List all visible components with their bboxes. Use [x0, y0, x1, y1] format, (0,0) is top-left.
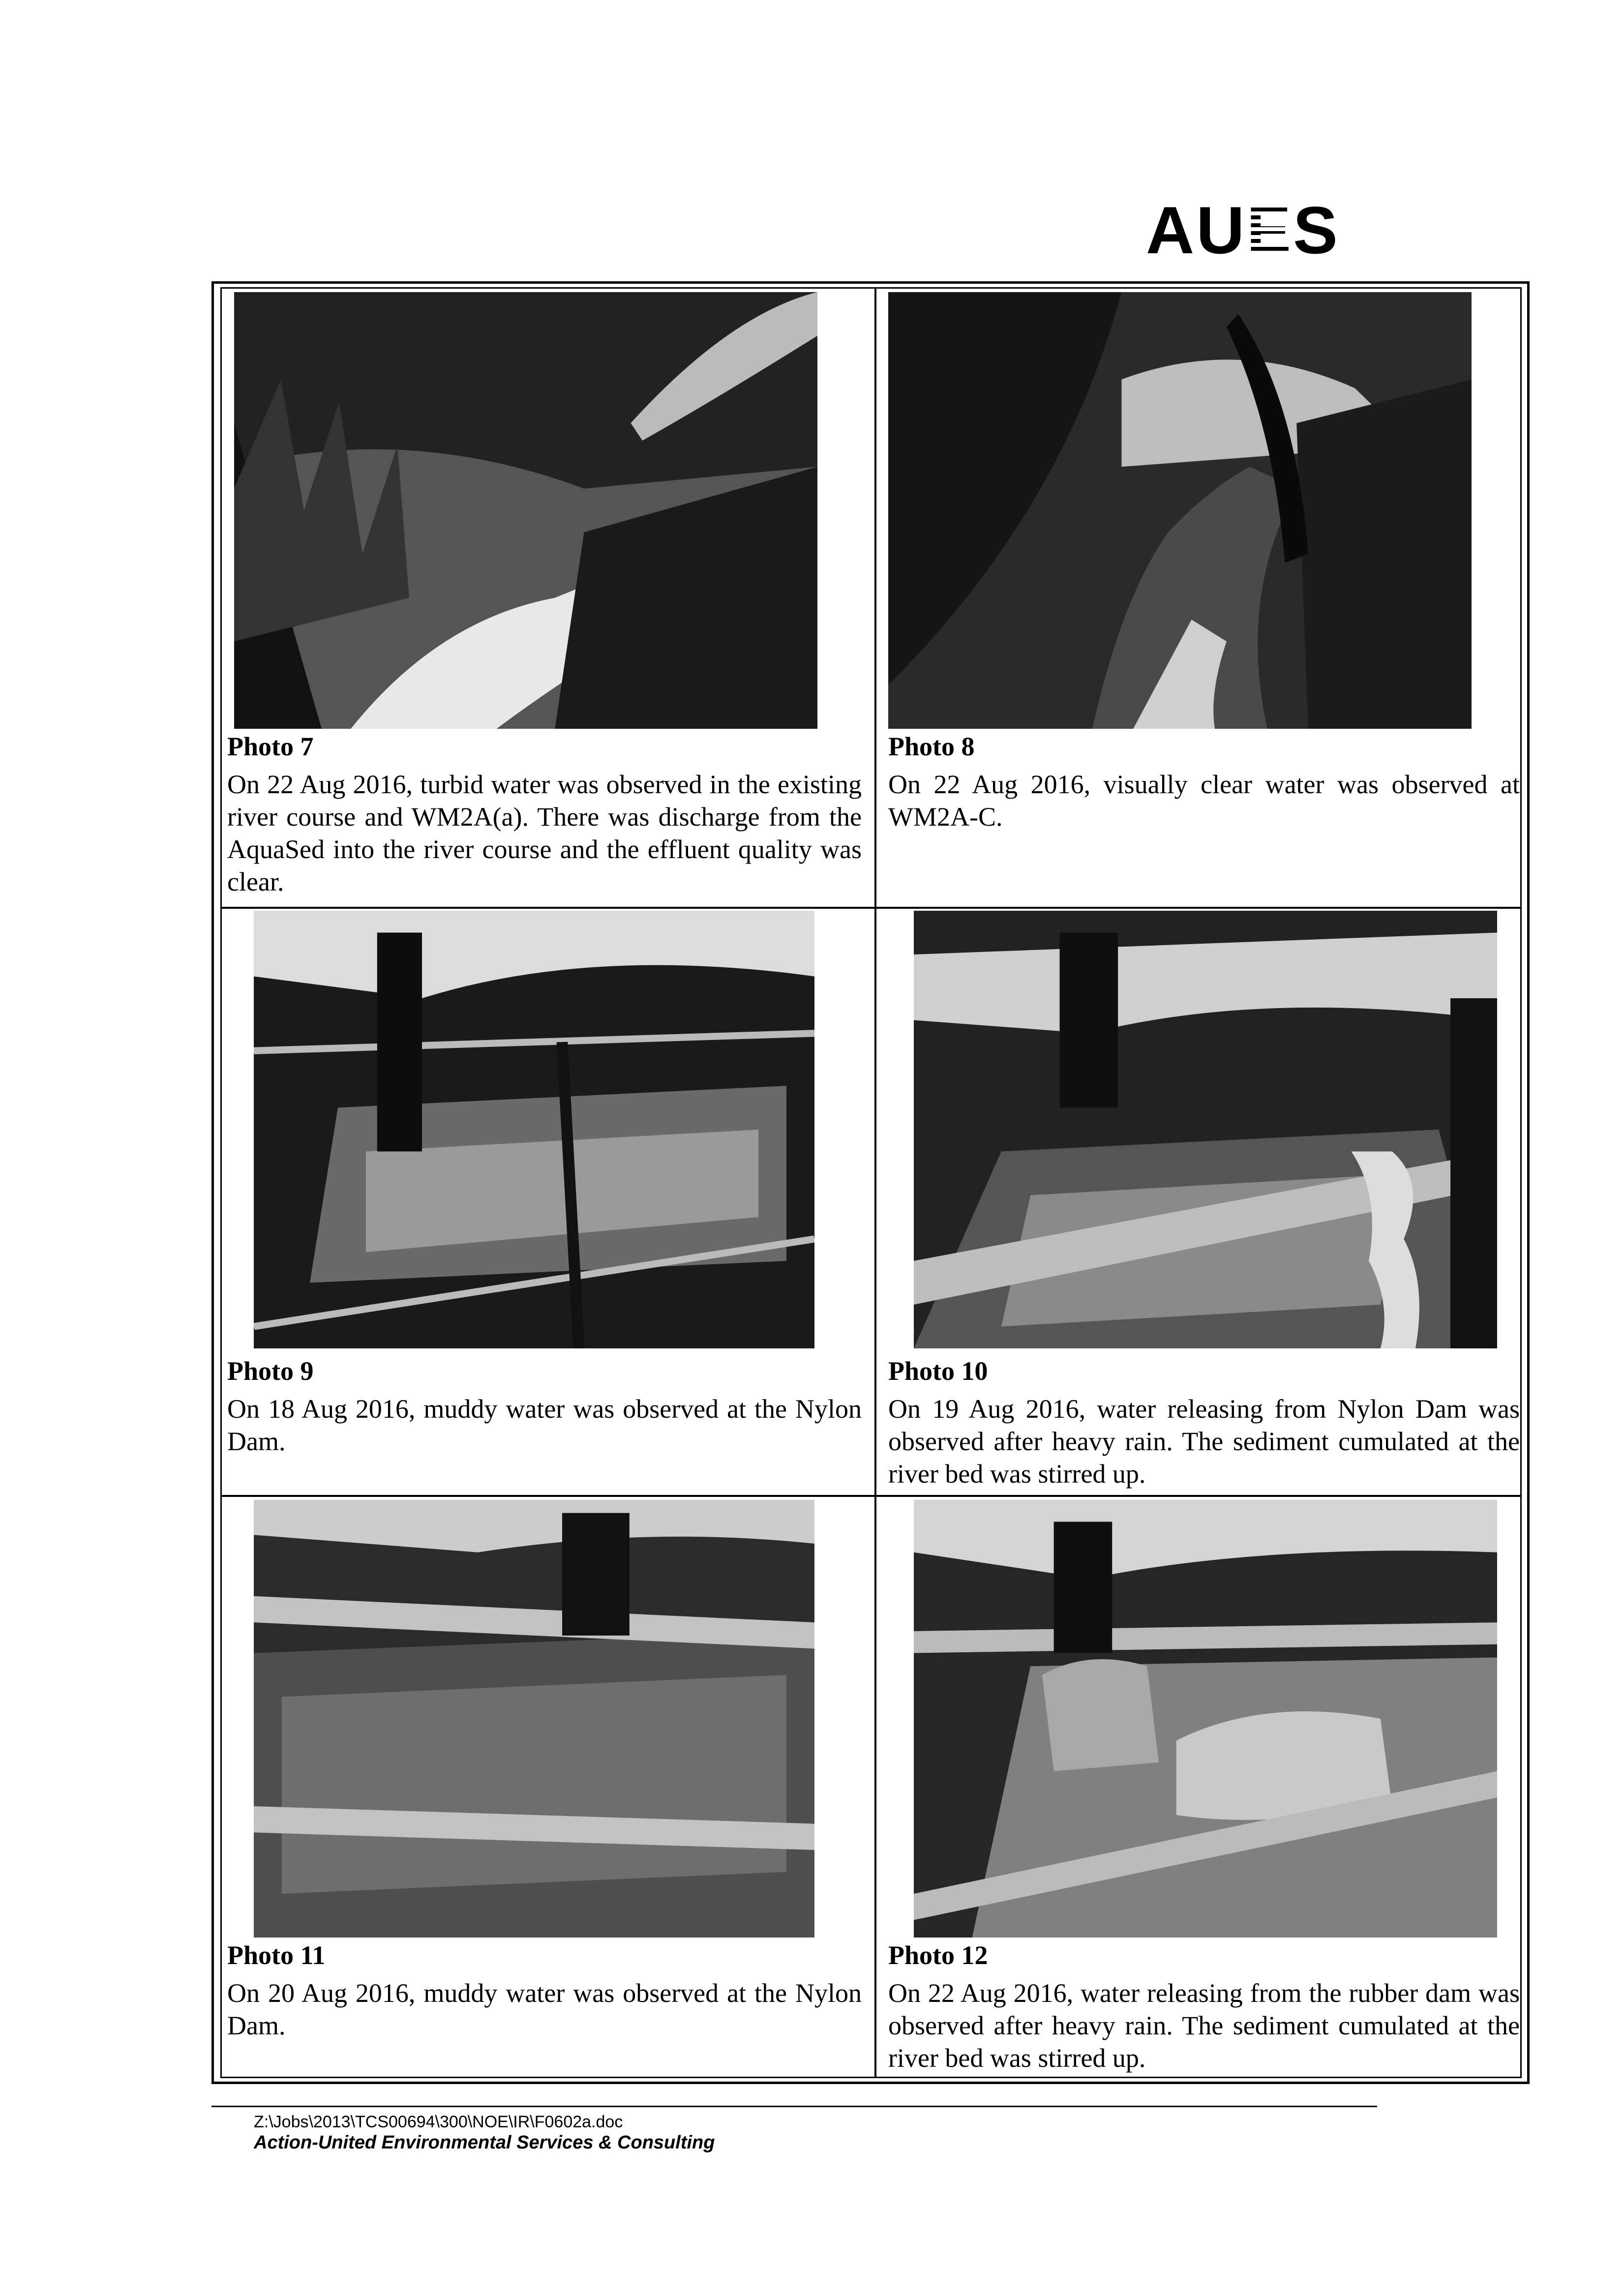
logo-prefix: AU: [1146, 193, 1247, 268]
photo-9-caption: On 18 Aug 2016, muddy water was observed at the Nylon Dam.: [227, 1394, 862, 1456]
photo-8-title: Photo 8: [888, 732, 975, 761]
logo-e: E: [1246, 193, 1293, 268]
footer-company-name: Action-United Environmental Services & Consulting: [254, 2132, 715, 2153]
photo-7-title: Photo 7: [227, 732, 314, 761]
photo-12-image: [914, 1500, 1497, 1938]
photo-11-image: [254, 1500, 814, 1938]
photo-12-caption: On 22 Aug 2016, water releasing from the rubber dam was observed after heavy rain. The sediment cumulated at the river bed was stirred up.: [888, 1978, 1520, 2073]
logo-suffix: S: [1293, 193, 1340, 268]
photo-7-image: [234, 292, 817, 729]
footer-rule: [211, 2106, 1377, 2107]
company-logo: [1146, 192, 1340, 268]
photo-8-caption: On 22 Aug 2016, visually clear water was observed at WM2A-C.: [888, 770, 1520, 832]
column-divider: [874, 287, 876, 2078]
photo-11-title: Photo 11: [227, 1940, 326, 1970]
photo-12-title: Photo 12: [888, 1940, 988, 1970]
photo-9-image: [254, 911, 814, 1348]
row-divider: [220, 907, 1522, 909]
photo-10-image: [914, 911, 1497, 1348]
photo-10-caption: On 19 Aug 2016, water releasing from Nylon Dam was observed after heavy rain. The sediment cumulated at the river bed was stirred up.: [888, 1394, 1520, 1489]
photo-7-caption: On 22 Aug 2016, turbid water was observed in the existing river course and WM2A(a). There was discharge from the AquaSed into the river course and the effluent quality was clear.: [227, 770, 862, 896]
row-divider: [220, 1495, 1522, 1497]
photo-11-caption: On 20 Aug 2016, muddy water was observed at the Nylon Dam.: [227, 1978, 862, 2040]
footer-file-path: Z:\Jobs\2013\TCS00694\300\NOE\IR\F0602a.doc: [254, 2113, 623, 2131]
photo-8-image: [888, 292, 1472, 729]
photo-10-title: Photo 10: [888, 1356, 988, 1386]
photo-9-title: Photo 9: [227, 1356, 314, 1386]
